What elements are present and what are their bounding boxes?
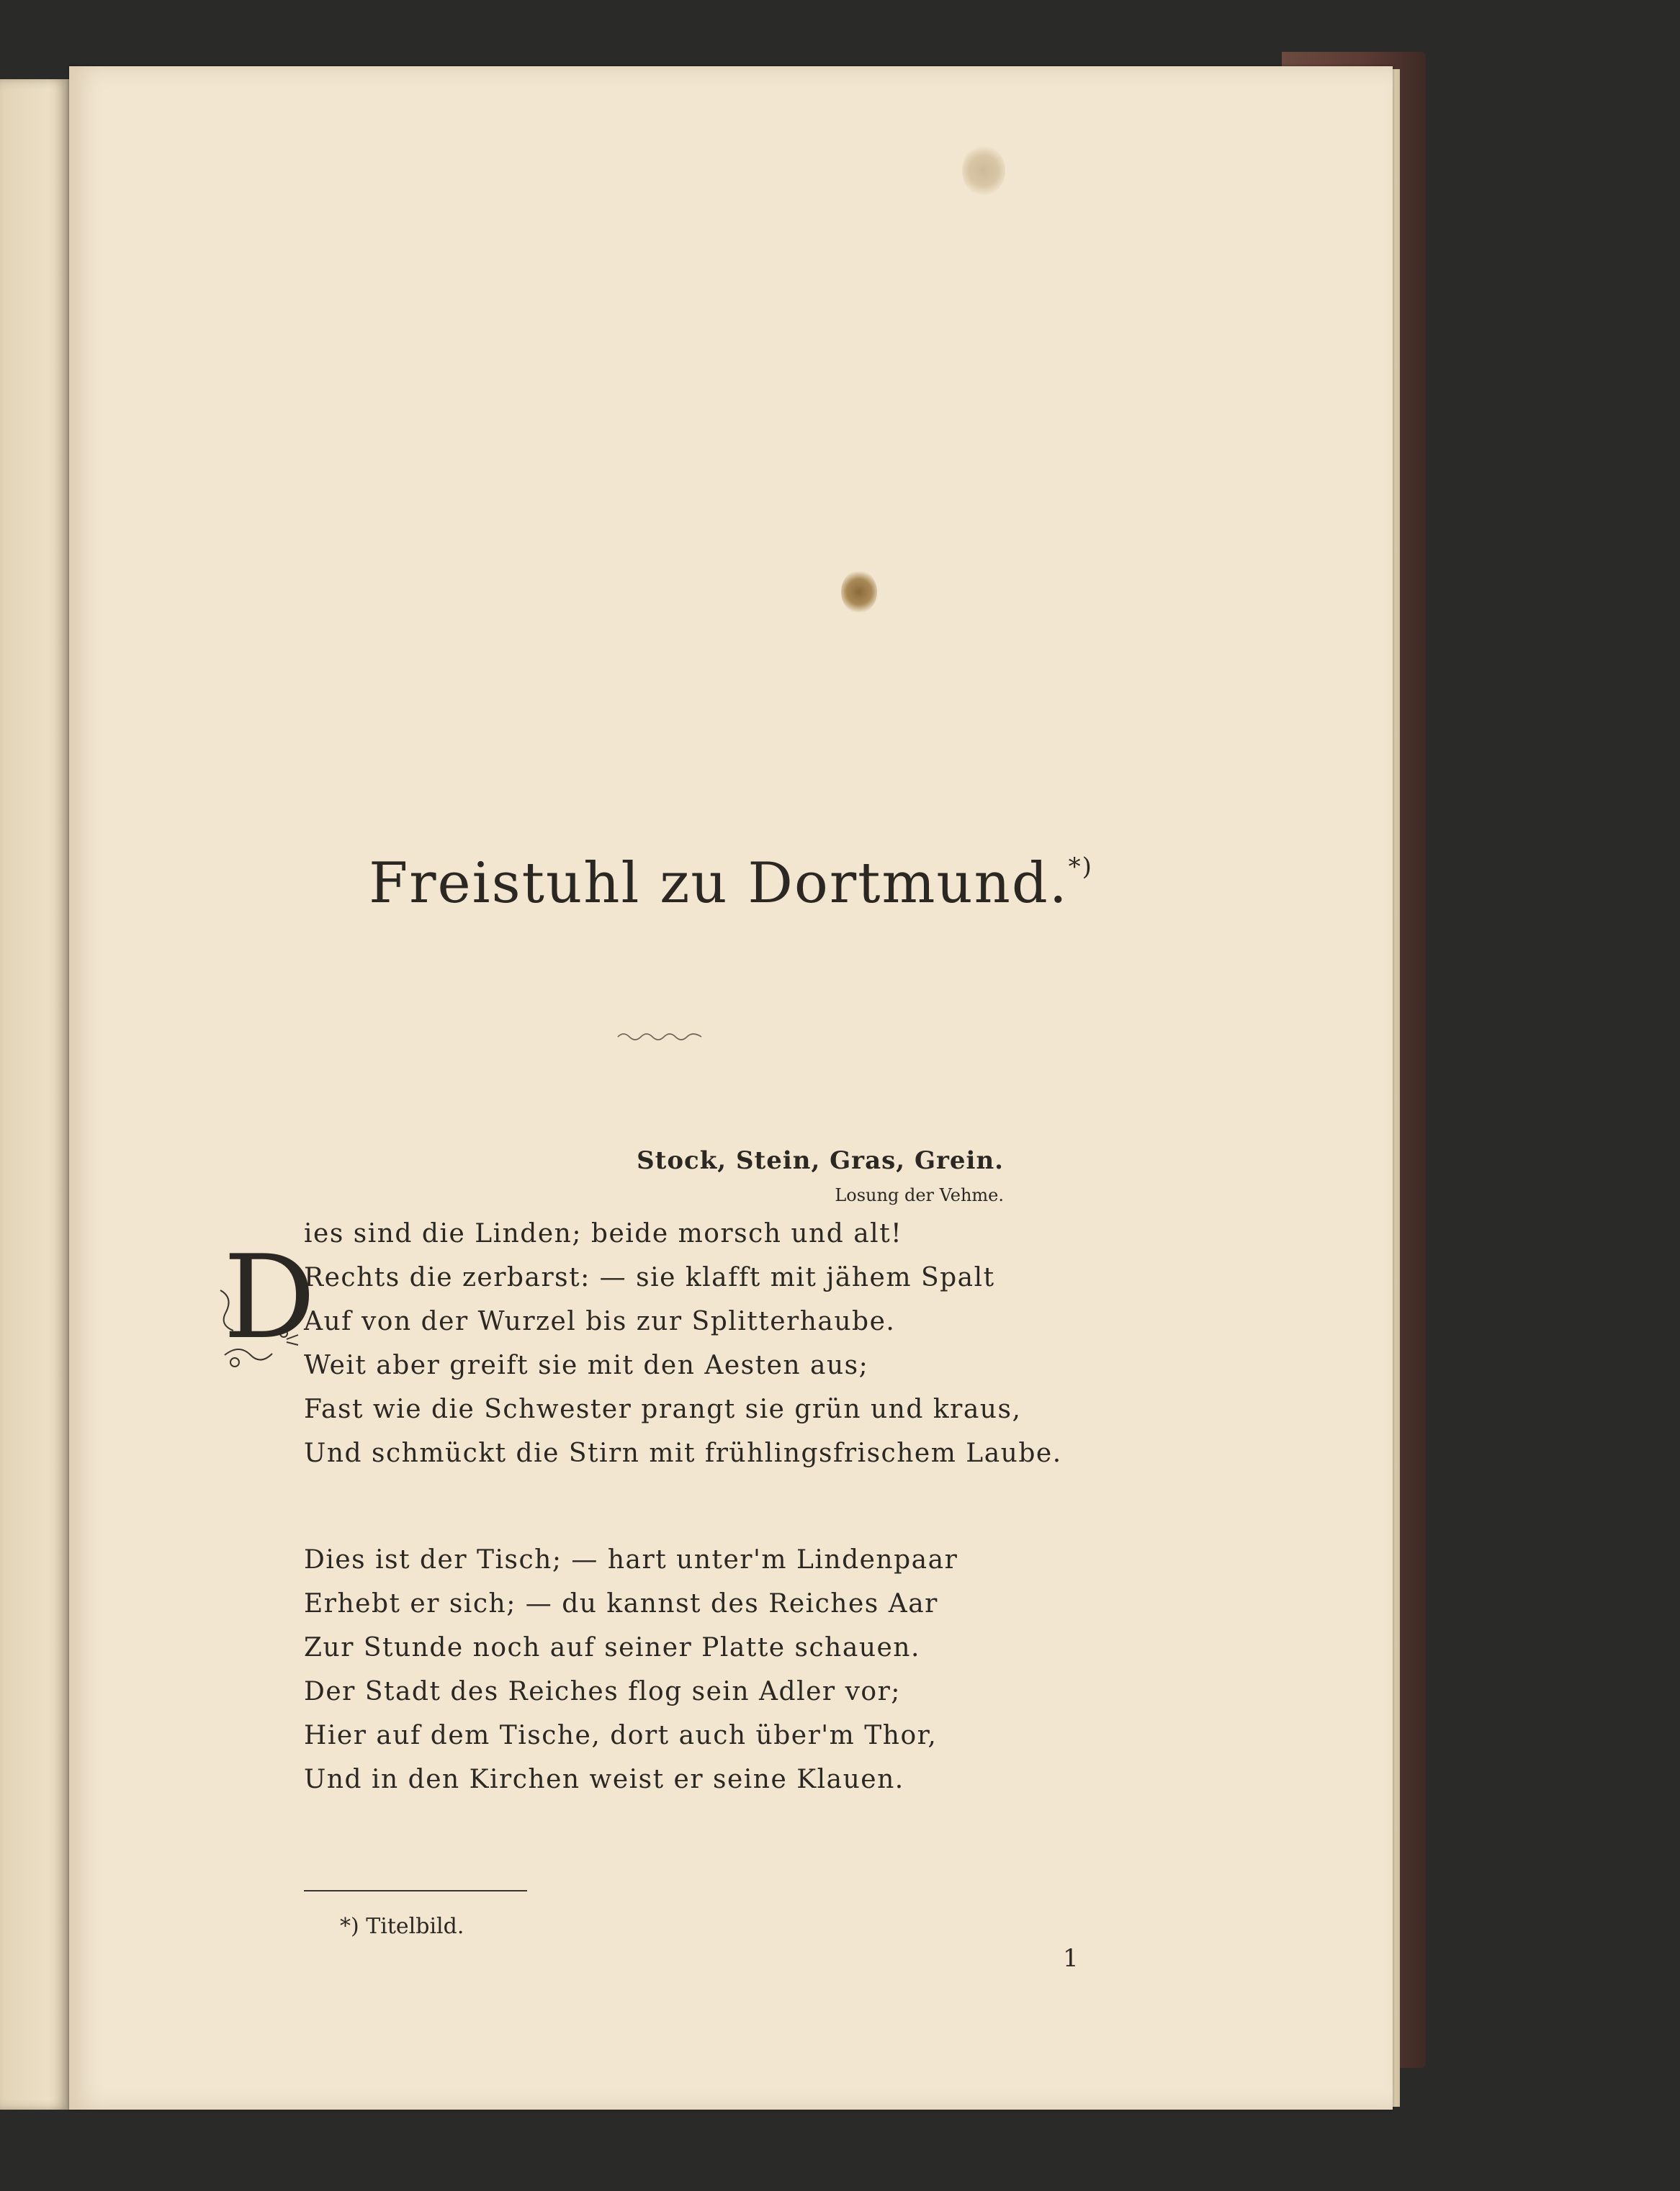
motto-source: Losung der Vehme.	[835, 1185, 1004, 1205]
motto	[637, 1146, 1004, 1205]
verse-line: ies sind die Linden; beide morsch und alt!	[304, 1219, 903, 1249]
verse-line: Der Stadt des Reiches flog sein Adler vor;	[304, 1677, 901, 1706]
verse-line: Zur Stunde noch auf seiner Platte schauen.	[304, 1633, 920, 1663]
verse-line: Und in den Kirchen weist er seine Klauen.	[304, 1765, 904, 1794]
verse-line: Dies ist der Tisch; — hart unter'm Lindenpaar	[304, 1545, 958, 1575]
verse-line: Und schmückt die Stirn mit frühlingsfrischem Laube.	[304, 1439, 1062, 1468]
drop-cap-letter: D	[223, 1230, 316, 1364]
stanza-1	[304, 1212, 1062, 1475]
verse-line: Hier auf dem Tische, dort auch über'm Thor,	[304, 1721, 938, 1750]
footnote-rule	[304, 1890, 527, 1891]
poem-title	[69, 851, 1393, 916]
verse-line: Rechts die zerbarst: — sie klafft mit jähem Spalt	[304, 1263, 995, 1292]
book-page	[69, 66, 1393, 2110]
stain-mark	[962, 145, 1005, 196]
verse-line: Erhebt er sich; — du kannst des Reiches Aar	[304, 1589, 938, 1619]
motto-text: Stock, Stein, Gras, Grein.	[637, 1146, 1004, 1175]
verse-line: Fast wie die Schwester prangt sie grün und kraus,	[304, 1395, 1022, 1424]
stain-mark	[841, 570, 877, 613]
footnote: *) Titelbild.	[340, 1914, 464, 1939]
verse-line: Weit aber greift sie mit den Aesten aus;	[304, 1351, 869, 1380]
footnote-marker: *)	[1068, 852, 1093, 881]
poem-title-text: Freistuhl zu Dortmund.	[369, 851, 1069, 916]
left-page-edge	[0, 79, 69, 2110]
page-number: 1	[1063, 1944, 1079, 1973]
drop-cap	[217, 1230, 316, 1377]
stanza-2	[304, 1538, 958, 1801]
verse-line: Auf von der Wurzel bis zur Splitterhaube.	[304, 1307, 896, 1336]
title-ornament	[616, 1030, 703, 1044]
